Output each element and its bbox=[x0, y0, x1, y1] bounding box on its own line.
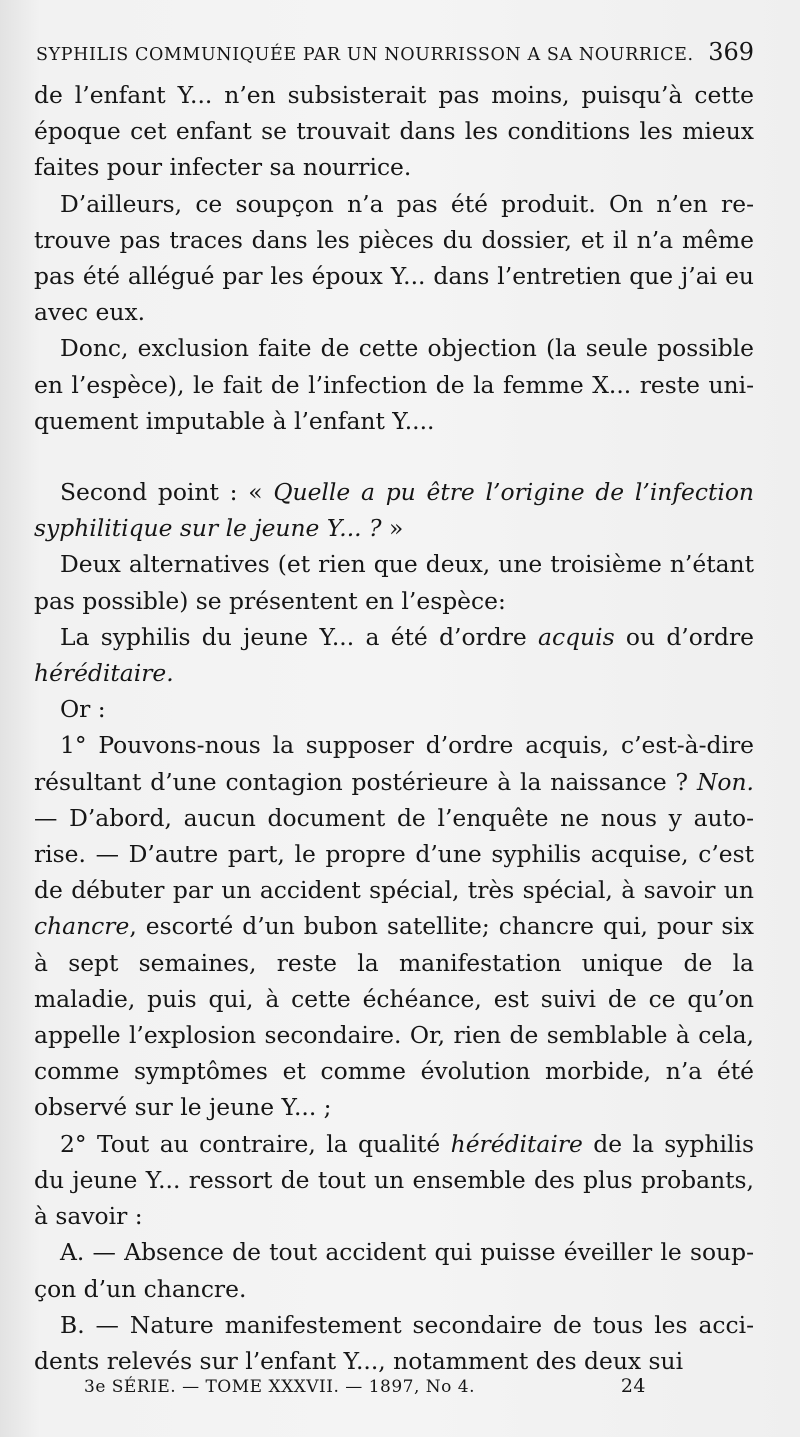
page-footer bbox=[84, 1375, 646, 1397]
p8-text-tail: , escorté d’un bubon satellite; chancre qui, pour six à sept semaines, reste la manifestation unique de la maladie, puis qui, à cette échéance, est suivi de ce qu’on appelle l’explosion secondaire. Or, rien de semblable à cela, comme symptômes et comme évolution morbide, n’a été observé sur le jeune Y... ; bbox=[34, 912, 754, 1122]
paragraph-3: Donc, exclusion faite de cette objection (la seule possible en l’espèce), le fait de l’infection de la femme X... reste uniquement imputable à l’enfant Y.... bbox=[34, 334, 754, 435]
p9-text-tail: de la syphilis du jeune Y... ressort de tout un ensemble des plus probants, à savoir : bbox=[34, 1129, 755, 1231]
running-head bbox=[36, 38, 754, 66]
page-number: 369 bbox=[708, 38, 754, 66]
paragraph-9 bbox=[34, 1126, 754, 1235]
second-point-question: Quelle a pu être l’origine de l’infection syphilitique sur le jeune Y... ? bbox=[34, 478, 754, 543]
term-non: Non. bbox=[696, 767, 754, 796]
body-text bbox=[34, 77, 754, 1379]
paragraph-6 bbox=[34, 619, 754, 691]
paragraph-1: de l’enfant Y... n’en subsisterait pas moins, puisqu’à cette époque cet enfant se trouvait dans les conditions les mieux faites pour infecter sa nourrice. bbox=[34, 81, 754, 182]
p9-text: 2° Tout au contraire, la qualité bbox=[60, 1129, 451, 1158]
paragraph-10: A. — Absence de tout accident qui puisse éveiller le soupçon d’un chancre. bbox=[34, 1238, 754, 1303]
p8-text: 1° Pouvons-nous la supposer d’ordre acquis, c’est-à-dire résultant d’une contagion postérieure à la naissance ? bbox=[34, 731, 754, 796]
paragraph-2: D’ailleurs, ce soupçon n’a pas été produit. On n’en retrouve pas traces dans les pièces du dossier, et il n’a même pas été allégué par les époux Y... dans l’entretien que j’ai eu avec eux. bbox=[34, 189, 754, 327]
term-hereditaire-2: héréditaire bbox=[450, 1129, 583, 1158]
signature-mark: 24 bbox=[620, 1375, 646, 1397]
running-title: SYPHILIS COMMUNIQUÉE PAR UN NOURRISSON A SA NOURRICE. bbox=[36, 45, 694, 65]
series-info: 3e SÉRIE. — TOME XXXVII. — 1897, No 4. bbox=[84, 1377, 475, 1397]
term-hereditaire: héréditaire. bbox=[34, 659, 174, 688]
paragraph-11: B. — Nature manifestement secondaire de tous les accidents relevés sur l’enfant Y..., notamment des deux sui bbox=[34, 1310, 754, 1375]
paragraph-4 bbox=[34, 474, 754, 546]
closing-quote: » bbox=[381, 514, 404, 543]
term-acquis: acquis bbox=[538, 622, 615, 651]
p8-text-mid: — D’abord, aucun document de l’enquête ne nous y autorise. — D’autre part, le propre d’une syphilis acquise, c’est de débuter par un accident spécial, très spécial, à savoir un bbox=[34, 803, 754, 905]
p6-text: La syphilis du jeune Y... a été d’ordre bbox=[60, 622, 539, 651]
term-chancre: chancre bbox=[34, 912, 130, 941]
paragraph-7: Or : bbox=[60, 695, 106, 724]
p6-text-mid: ou d’ordre bbox=[614, 622, 755, 651]
second-point-label: Second point : « bbox=[60, 478, 274, 507]
paragraph-8 bbox=[34, 727, 754, 1125]
paragraph-5: Deux alternatives (et rien que deux, une troisième n’étant pas possible) se présentent en l’espèce: bbox=[34, 550, 754, 615]
